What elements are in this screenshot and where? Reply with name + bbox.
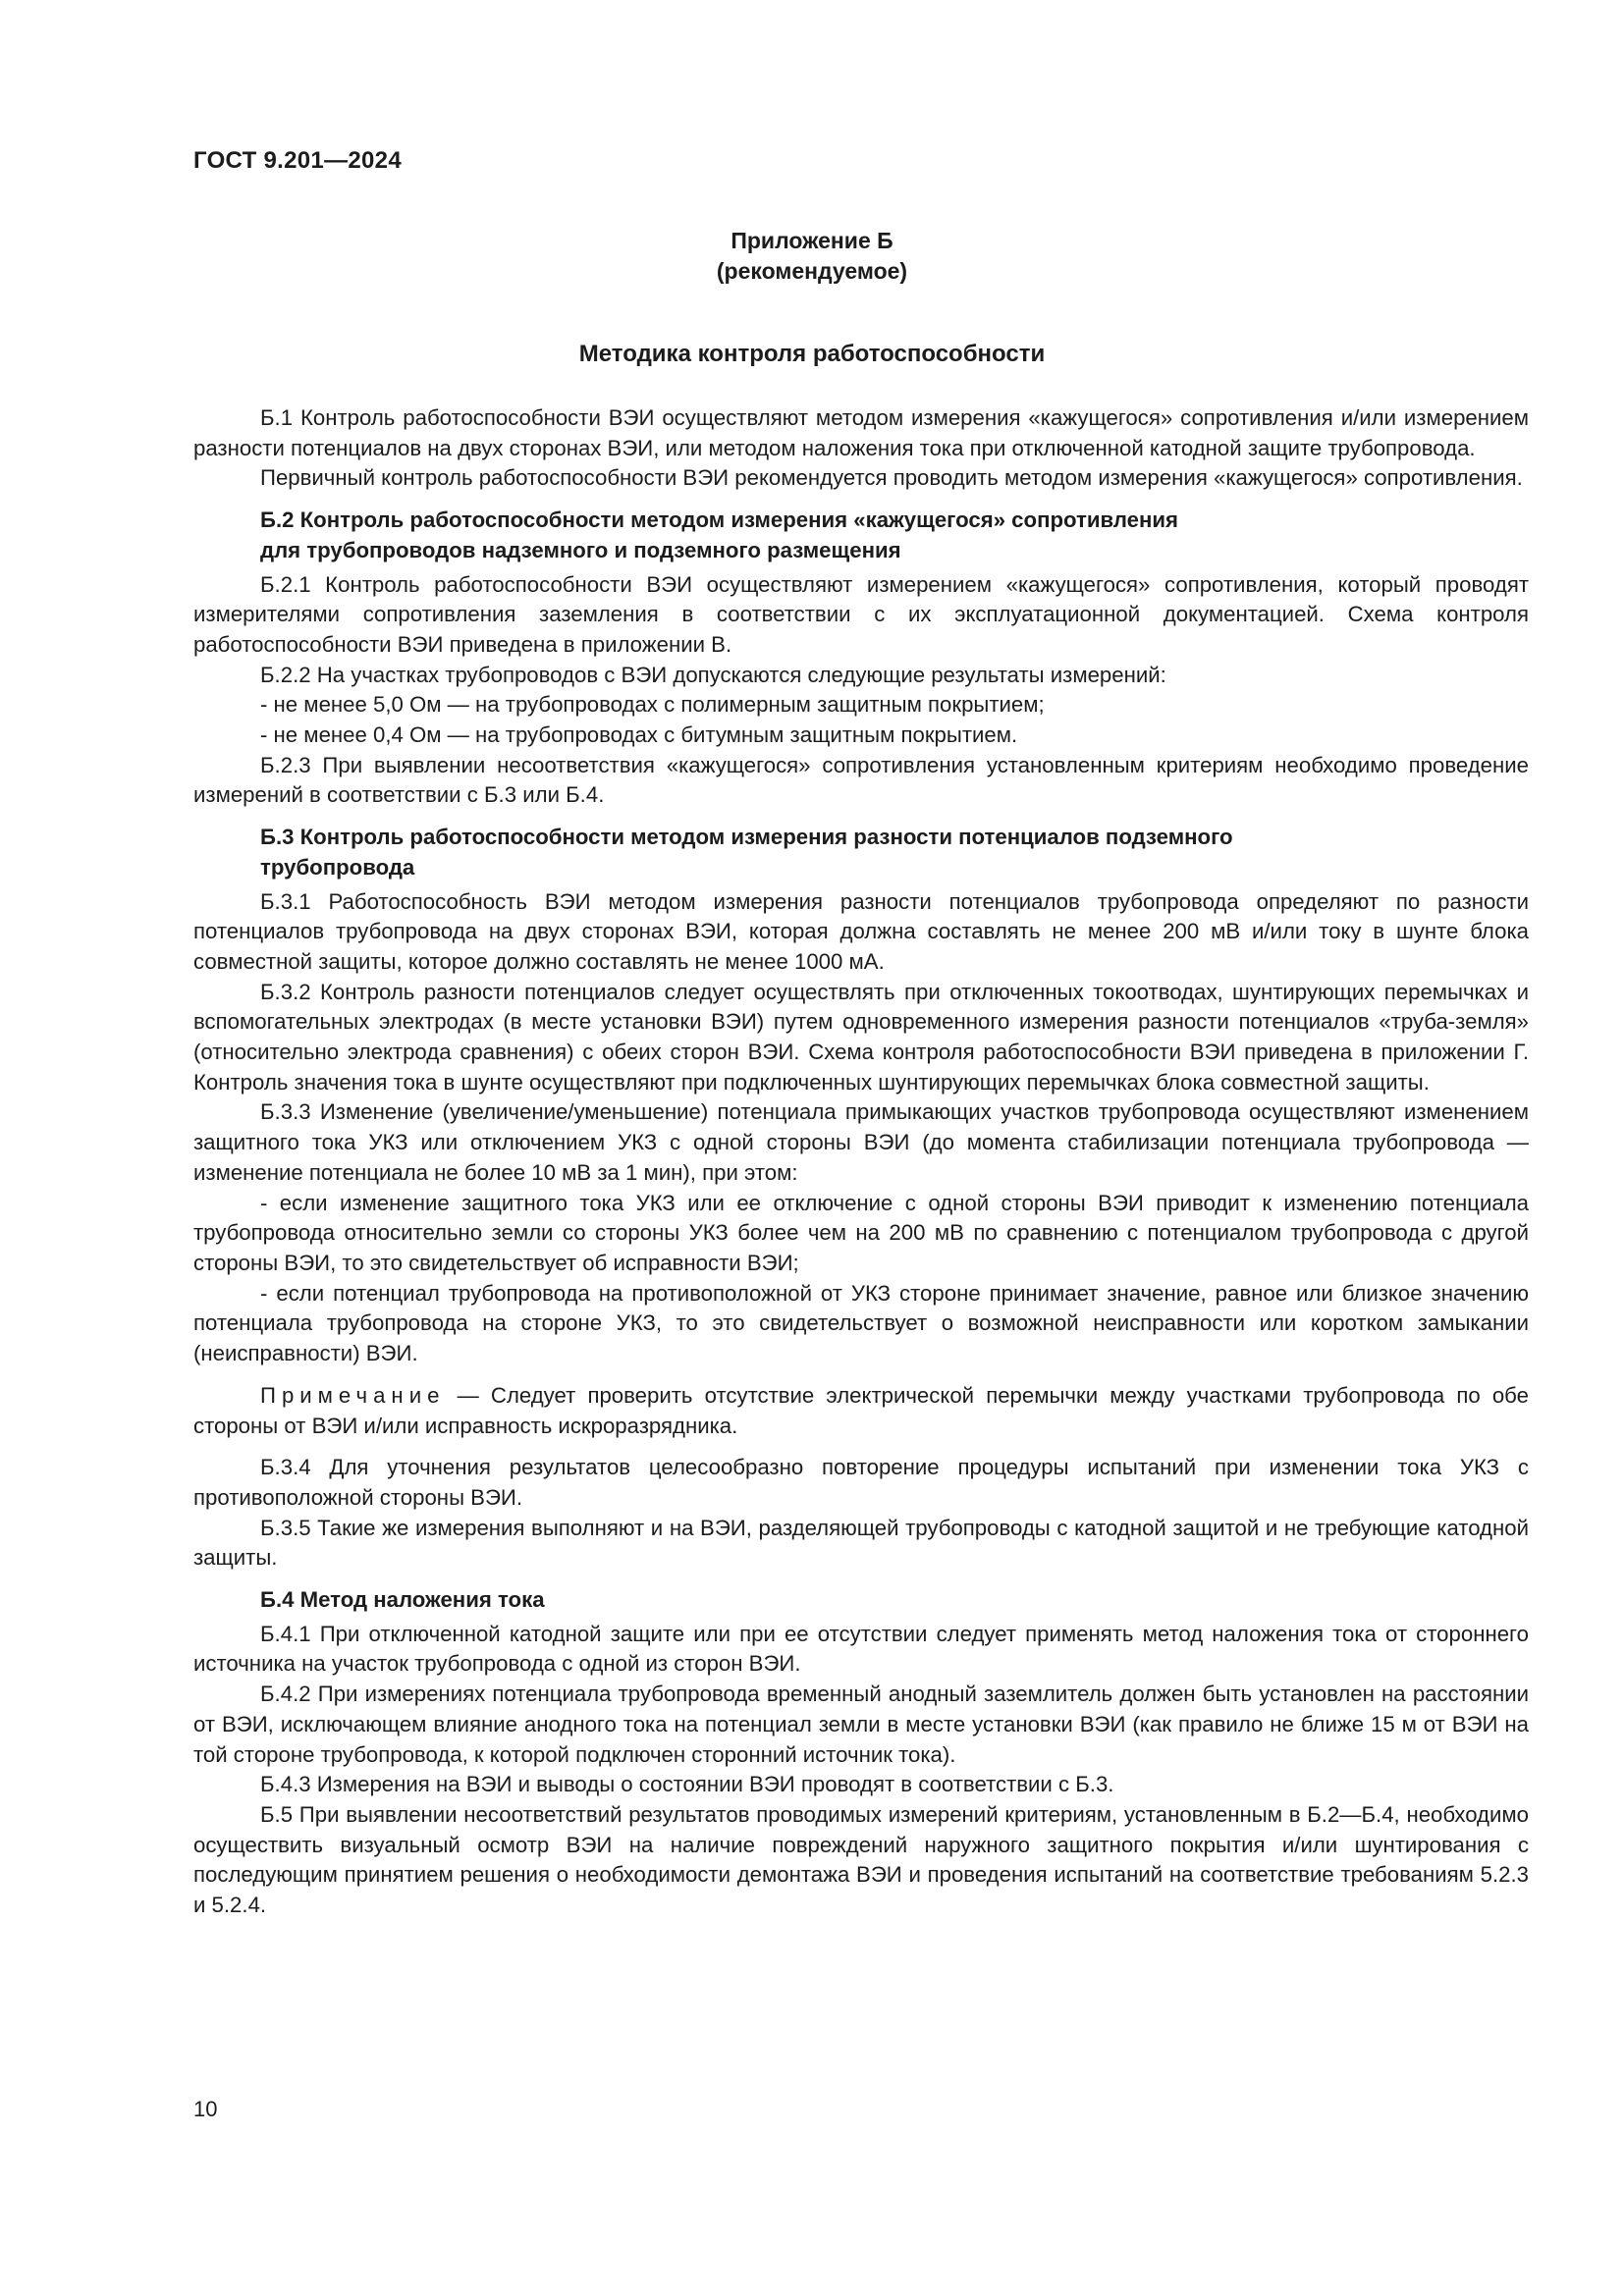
section-heading-b2 [193, 506, 1529, 565]
annex-title: Приложение Б [731, 228, 893, 253]
paragraph-b1: Б.1 Контроль работоспособности ВЭИ осуществляют методом измерения «кажущегося» сопротивления и/или измерением разности потенциалов на двух сторонах ВЭИ, или методом наложения тока при отключенной катодной защите трубопровода. [193, 405, 1529, 460]
paragraph-b35: Б.3.5 Такие же измерения выполняют и на ВЭИ, разделяющей трубопроводы с катодной защитой и не требующие катодной защиты. [193, 1515, 1529, 1571]
paragraph-b31: Б.3.1 Работоспособность ВЭИ методом измерения разности потенциалов трубопровода определяют по разности потенциалов трубопровода на двух сторонах ВЭИ, которая должна составлять не менее 200 мВ и/или току в шунте блока совместной защиты, которое должно составлять не менее 1000 мА. [193, 888, 1529, 974]
section-heading-b3 [193, 823, 1529, 882]
document-body [193, 403, 1529, 1921]
annex-header [0, 226, 1624, 287]
section-heading-b4: Б.4 Метод наложения тока [260, 1587, 545, 1613]
paragraph-b22: Б.2.2 На участках трубопроводов с ВЭИ допускаются следующие результаты измерений: [260, 662, 1166, 687]
paragraph-b33: Б.3.3 Изменение (увеличение/уменьшение) потенциала примыкающих участков трубопровода осуществляют изменением защитного тока УКЗ или отключением УКЗ с одной стороны ВЭИ (до момента стабилизации потенциала трубопровода — изменение потенциала не более 10 мВ за 1 мин), при этом: [193, 1099, 1529, 1185]
note-label: Примечание [260, 1382, 446, 1408]
paragraph-b21: Б.2.1 Контроль работоспособности ВЭИ осуществляют измерением «кажущегося» сопротивления, который проводят измерителями сопротивления заземления в соответствии с их эксплуатационной документацией. Схема контроля работоспособности ВЭИ приведена в приложении В. [193, 571, 1529, 657]
paragraph-b41: Б.4.1 При отключенной катодной защите или при ее отсутствии следует применять метод наложения тока от стороннего источника на участок трубопровода с одной из сторон ВЭИ. [193, 1621, 1529, 1677]
section-heading-b2-line2: для трубопроводов надземного и подземного размещения [260, 537, 901, 562]
paragraph-b42: Б.4.2 При измерениях потенциала трубопровода временный анодный заземлитель должен быть установлен на расстоянии от ВЭИ, исключающем влияние анодного тока на потенциал земли в месте установки ВЭИ (как правило не ближе 15 м от ВЭИ на той стороне трубопровода, к которой подключен сторонний источник тока). [193, 1682, 1529, 1767]
annex-heading: Методика контроля работоспособности [578, 341, 1046, 367]
section-heading-b3-line2: трубопровода [260, 854, 415, 880]
section-heading-b3-line1: Б.3 Контроль работоспособности методом измерения разности потенциалов подземного [260, 825, 1233, 850]
paragraph-b34: Б.3.4 Для уточнения результатов целесообразно повторение процедуры испытаний при изменении тока УКЗ с противоположной стороны ВЭИ. [193, 1455, 1529, 1510]
paragraph-b43: Б.4.3 Измерения на ВЭИ и выводы о состоянии ВЭИ проводят в соответствии с Б.3. [260, 1772, 1114, 1797]
note [193, 1381, 1529, 1441]
list-item-b22-polymer: - не менее 5,0 Ом — на трубопроводах с полимерным защитным покрытием; [260, 692, 1045, 718]
list-item-b22-bitumen: - не менее 0,4 Ом — на трубопроводах с битумным защитным покрытием. [260, 722, 1018, 748]
paragraph-b32: Б.3.2 Контроль разности потенциалов следует осуществлять при отключенных токоотводах, шунтирующих перемычках и вспомогательных электродах (в месте установки ВЭИ) путем одновременного измерения разности потенциалов «труба-земля» (относительно электрода сравнения) с обеих сторон ВЭИ. Схема контроля работоспособности ВЭИ приведена в приложении Г. Контроль значения тока в шунте осуществляют при подключенных шунтирующих перемычках блока совместной защиты. [193, 979, 1529, 1095]
page-number: 10 [193, 2097, 218, 2121]
annex-status: (рекомендуемое) [716, 258, 908, 284]
standard-number: ГОСТ 9.201—2024 [193, 147, 402, 174]
paragraph-b1-primary-control: Первичный контроль работоспособности ВЭИ рекомендуется проводить методом измерения «кажущегося» сопротивления. [260, 465, 1523, 491]
section-heading-b2-line1: Б.2 Контроль работоспособности методом измерения «кажущегося» сопротивления [260, 507, 1179, 533]
paragraph-b23: Б.2.3 При выявлении несоответствия «кажущегося» сопротивления установленным критериям необходимо проведение измерений в соответствии с Б.3 или Б.4. [193, 752, 1529, 808]
note-text: — Следует проверить отсутствие электрической перемычки между участками трубопровода по обе стороны от ВЭИ и/или исправность искроразрядника. [193, 1382, 1529, 1438]
list-item-b33-working: - если изменение защитного тока УКЗ или ее отключение с одной стороны ВЭИ приводит к изменению потенциала трубопровода относительно земли со стороны УКЗ более чем на 200 мВ по сравнению с потенциалом трубопровода с другой стороны ВЭИ, то это свидетельствует об исправности ВЭИ; [193, 1190, 1529, 1275]
paragraph-b5: Б.5 При выявлении несоответствий результатов проводимых измерений критериям, установленным в Б.2—Б.4, необходимо осуществить визуальный осмотр ВЭИ на наличие повреждений наружного защитного покрытия и/или шунтирования с последующим принятием решения о необходимости демонтажа ВЭИ и проведения испытаний на соответствие требованиям 5.2.3 и 5.2.4. [193, 1801, 1529, 1918]
list-item-b33-faulty: - если потенциал трубопровода на противоположной от УКЗ стороне принимает значение, равное или близкое значению потенциала трубопровода на стороне УКЗ, то это свидетельствует о возможной неисправности или коротком замыкании (неисправности) ВЭИ. [193, 1280, 1529, 1366]
